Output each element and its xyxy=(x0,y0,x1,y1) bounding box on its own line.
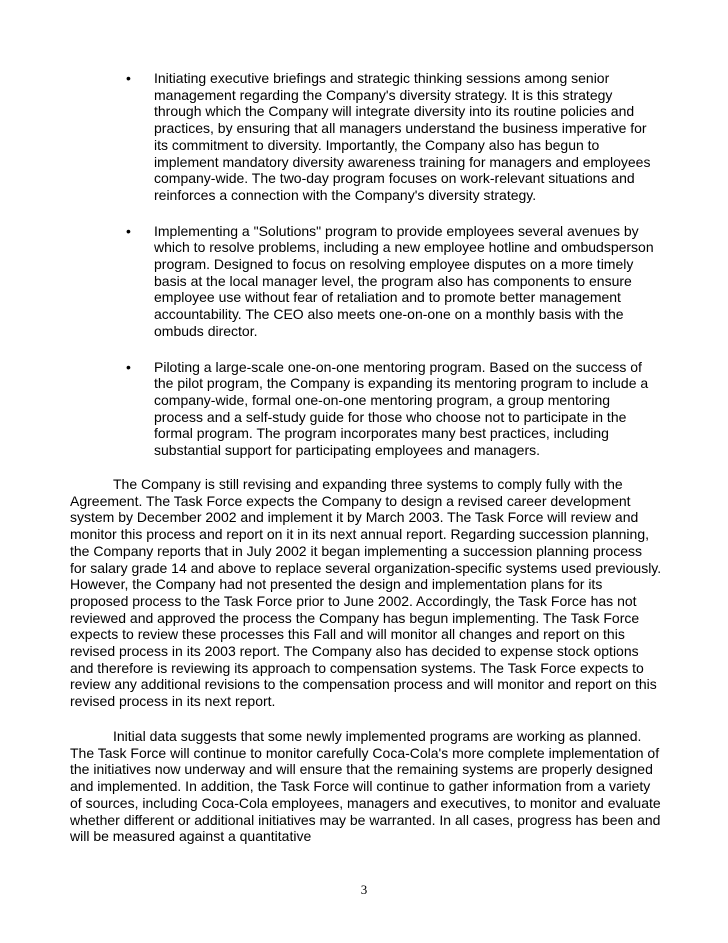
page-number: 3 xyxy=(360,882,368,897)
bullet-marker: • xyxy=(126,222,131,239)
bullet-marker: • xyxy=(126,70,131,86)
bullet-marker: • xyxy=(126,358,131,375)
bullet-text: Implementing a "Solutions" program to provide employees several avenues by which to resolve problems, including a new employee hotline and ombudsperson program. Designed to focus on resolving employee disputes on a more timely basis at the local manager level, the program also has components to ensure employee use without fear of retaliation and to promote better management accountability. The CEO also meets one-on-one on a monthly basis with the ombuds director. xyxy=(154,222,654,339)
paragraph-systems-revision: The Company is still revising and expanding three systems to comply fully with the Agreement. The Task Force expects the Company to design a revised career development system by December 2002 and implement it by March 2003. The Task Force will review and monitor this process and report on it in its next annual report. Regarding succession planning, the Company reports that in July 2002 it began implementing a succession planning process for salary grade 14 and above to replace several organization-specific systems used previously. However, the Company had not presented the design and implementation plans for its proposed process to the Task Force prior to June 2002. Accordingly, the Task Force has not reviewed and approved the process the Company has begun implementing. The Task Force expects to review these processes this Fall and will monitor all changes and report on this revised process in its 2003 report. The Company also has decided to expense stock options and therefore is reviewing its approach to compensation systems. The Task Force expects to review any additional revisions to the compensation process and will monitor and report on this revised process in its next report. xyxy=(70,476,662,710)
initiatives-bullet-list xyxy=(0,70,728,478)
paragraph-initial-data: Initial data suggests that some newly implemented programs are working as planned. The Task Force will continue to monitor carefully Coca-Cola's more complete implementation of the initiatives now underway and will ensure that the remaining systems are properly designed and implemented. In addition, the Task Force will continue to gather information from a variety of sources, including Coca-Cola employees, managers and executives, to monitor and evaluate whether different or additional initiatives may be warranted. In all cases, progress has been and will be measured against a quantitative xyxy=(70,728,661,845)
bullet-item-solutions-program xyxy=(0,223,728,340)
bullet-item-executive-briefings xyxy=(0,70,728,204)
bullet-text: Piloting a large-scale one-on-one mentoring program. Based on the success of the pilot program, the Company is expanding its mentoring program to include a company-wide, formal one-on-one mentoring program, a group mentoring process and a self-study guide for those who choose not to participate in the formal program. The program incorporates many best practices, including substantial support for participating employees and managers. xyxy=(154,358,649,459)
bullet-text: Initiating executive briefings and strategic thinking sessions among senior management regarding the Company's diversity strategy. It is this strategy through which the Company will integrate diversity into its routine policies and practices, by ensuring that all managers understand the business imperative for its commitment to diversity. Importantly, the Company also has begun to implement mandatory diversity awareness training for managers and employees company-wide. The two-day program focuses on work-relevant situations and reinforces a connection with the Company's diversity strategy. xyxy=(154,70,651,203)
bullet-item-mentoring-program xyxy=(0,359,728,459)
